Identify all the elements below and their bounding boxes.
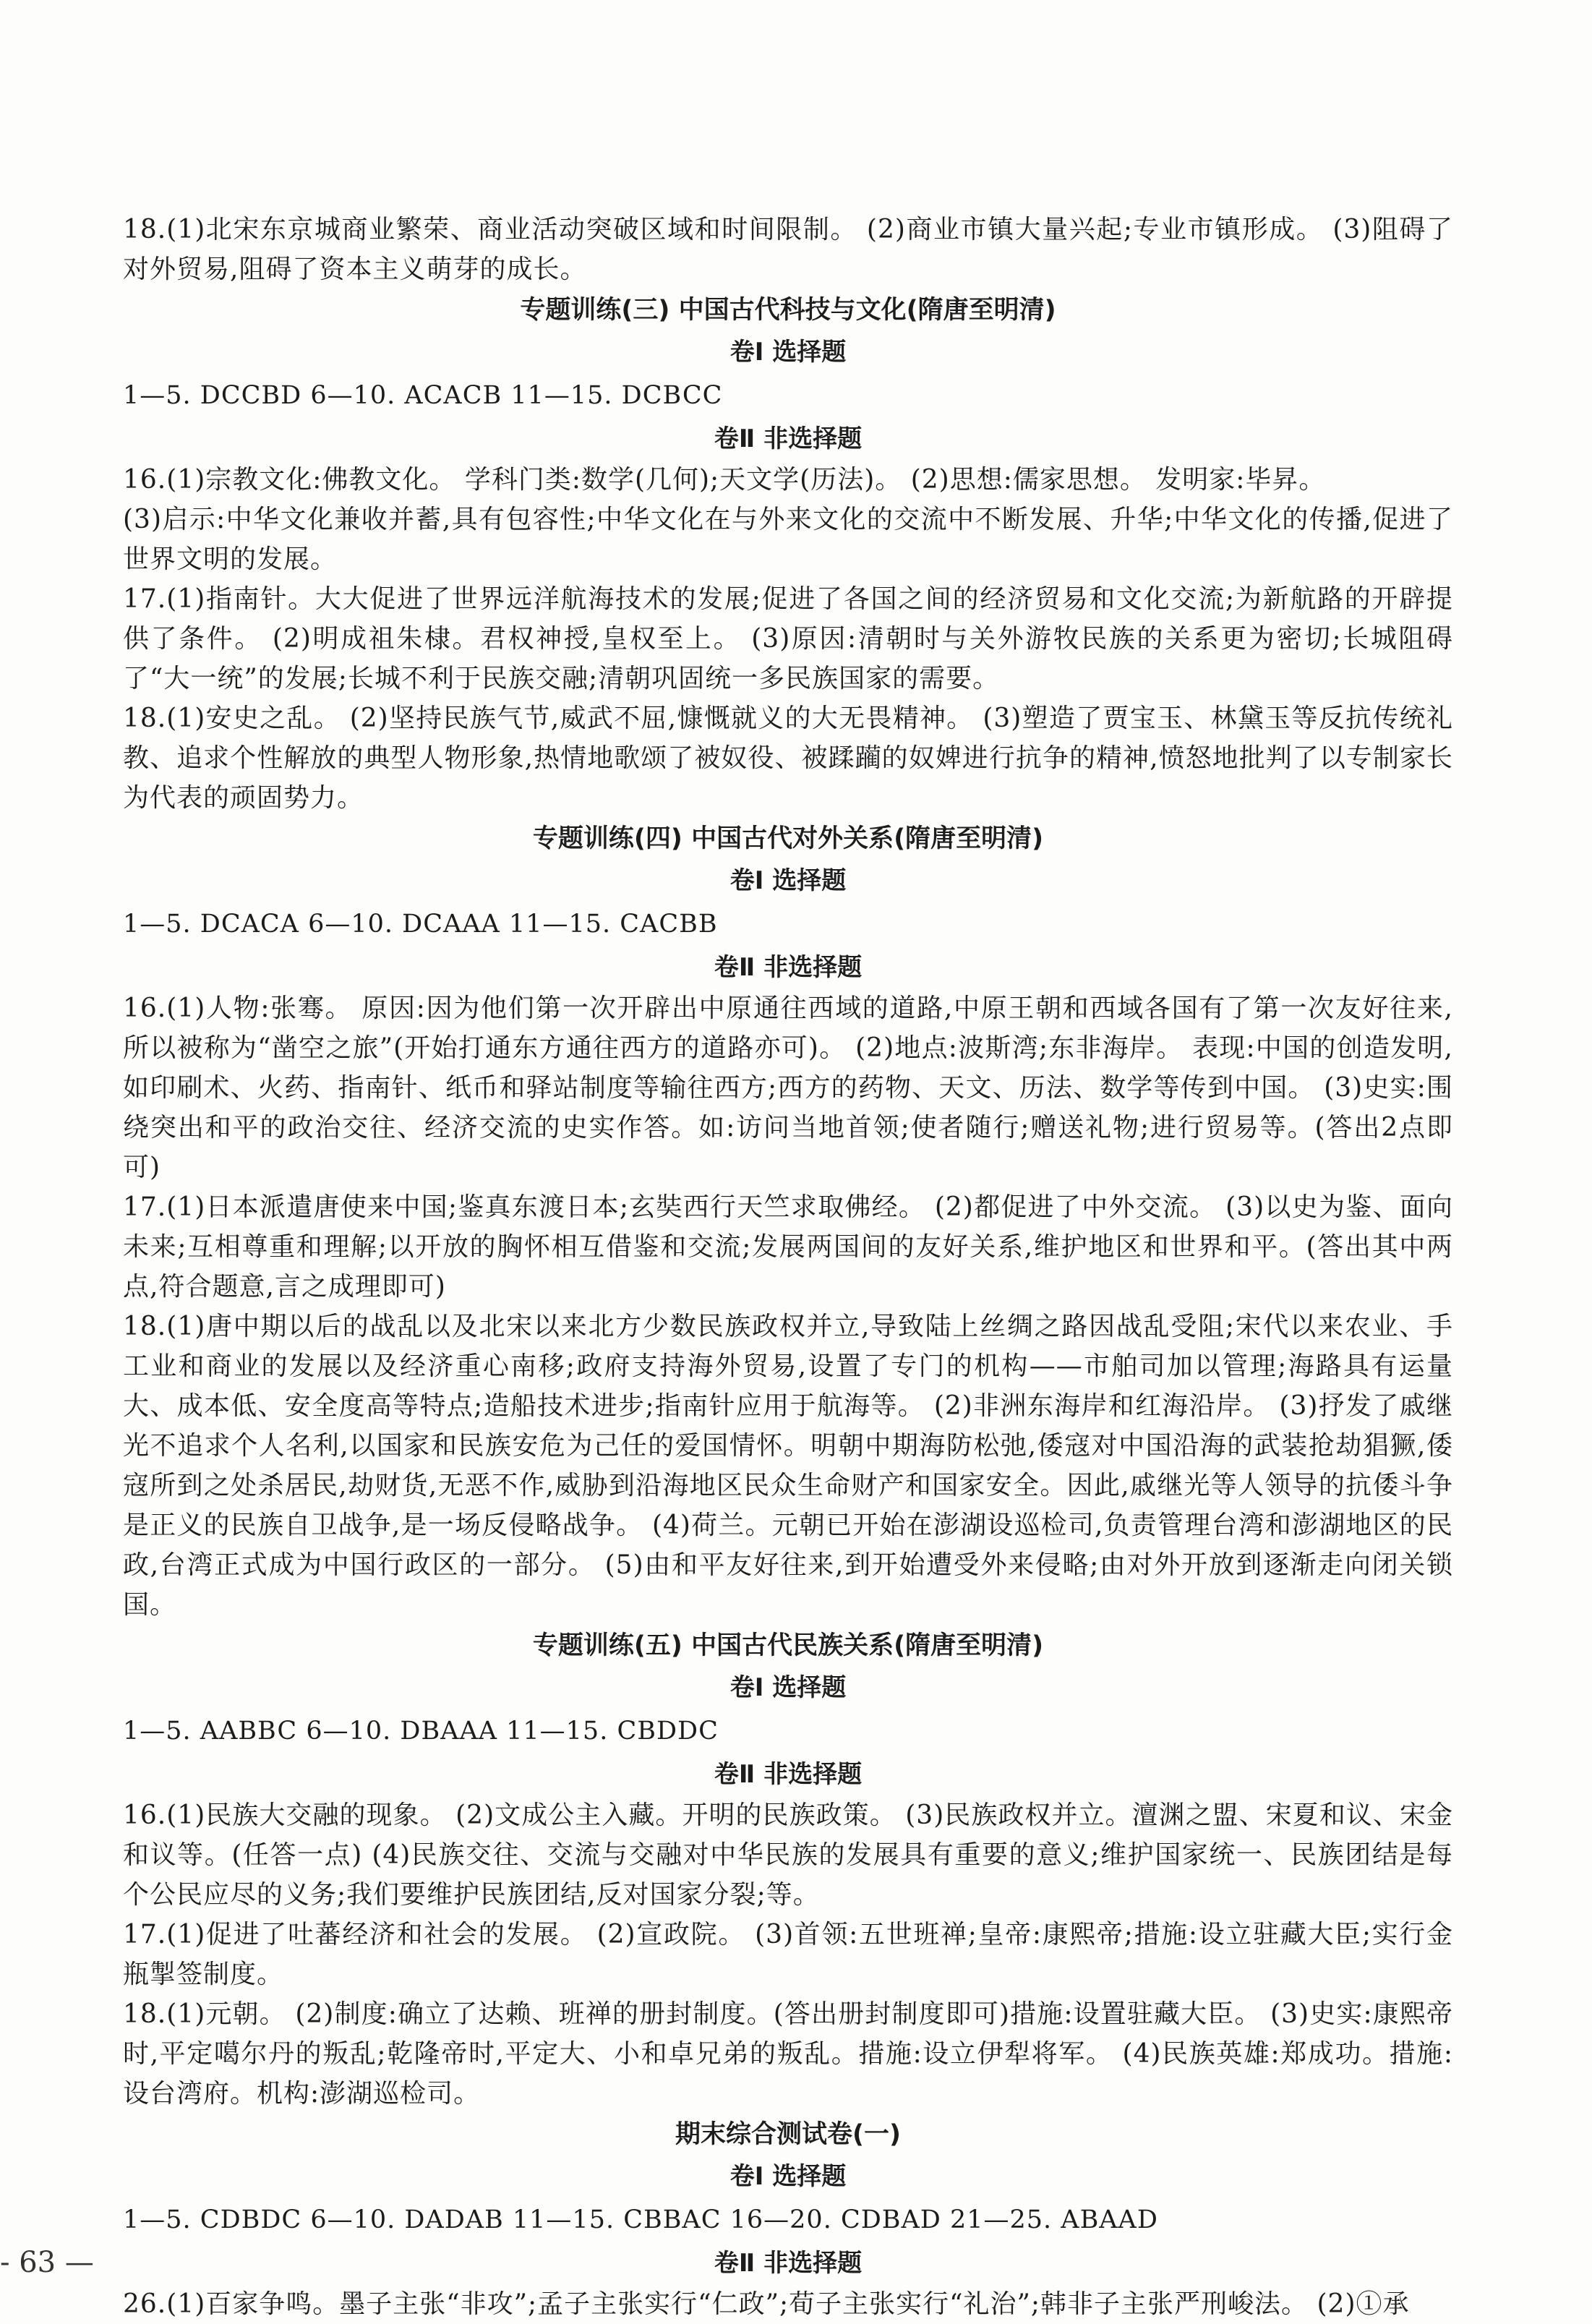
paragraph: 17.(1)日本派遣唐使来中国;鉴真东渡日本;玄奘西行天竺求取佛经。 (2)都促进了中外交流。 (3)以史为鉴、面向未来;互相尊重和理解;以开放的胸怀相互借鉴和交流;发展两国间的友好关系,维护地区和世界和平。(答出其中两点,符合题意,言之成理即可) [123, 1192, 1453, 1302]
paragraph: 16.(1)宗教文化:佛教文化。 学科门类:数学(几何);天文学(历法)。 (2)思想:儒家思想。 发明家:毕昇。 [123, 465, 1326, 495]
paragraph: 18.(1)安史之乱。 (2)坚持民族气节,威武不屈,慷慨就义的大无畏精神。 (3)塑造了贾宝玉、林黛玉等反抗传统礼教、追求个性解放的典型人物形象,热情地歌颂了被奴役、被蹂躏的奴婢进行抗争的精神,愤怒地批判了以专制家长为代表的顽固势力。 [123, 704, 1453, 813]
subsection-title: 卷Ⅰ 选择题 [729, 1673, 847, 1702]
subsection-title: 卷Ⅱ 非选择题 [714, 1760, 863, 1789]
subsection-title: 卷Ⅱ 非选择题 [714, 953, 863, 982]
paragraph: 17.(1)促进了吐蕃经济和社会的发展。 (2)宣政院。 (3)首领:五世班禅;皇帝:康熙帝;措施:设立驻藏大臣;实行金瓶掣签制度。 [123, 1920, 1453, 1989]
answer-key-line: 1—5. DCACA 6—10. DCAAA 11—15. CACBB [123, 910, 718, 939]
paragraph: (3)启示:中华文化兼收并蓄,具有包容性;中华文化在与外来文化的交流中不断发展、升华;中华文化的传播,促进了世界文明的发展。 [123, 505, 1453, 574]
paragraph: 18.(1)唐中期以后的战乱以及北宋以来北方少数民族政权并立,导致陆上丝绸之路因战乱受阻;宋代以来农业、手工业和商业的发展以及经济重心南移;政府支持海外贸易,设置了专门的机构——市舶司加以管理;海路具有运量大、成本低、安全度高等特点;造船技术进步;指南针应用于航海等。 (2)非洲东海岸和红海沿岸。 (3)抒发了戚继光不追求个人名利,以国家和民族安危为己任的爱国情怀。明朝中期海防松弛,倭寇对中国沿海的武装抢劫猖獗,倭寇所到之处杀居民,劫财货,无恶不作,威胁到沿海地区民众生命财产和国家安全。因此,戚继光等人领导的抗倭斗争是正义的民族自卫战争,是一场反侵略战争。 (4)荷兰。元朝已开始在澎湖设巡检司,负责管理台湾和澎湖地区的民政,台湾正式成为中国行政区的一部分。 (5)由和平友好往来,到开始遭受外来侵略;由对外开放到逐渐走向闭关锁国。 [123, 1312, 1453, 1620]
section-title: 期末综合测试卷(一) [675, 2120, 901, 2149]
page-number: - 63 — [0, 2246, 94, 2279]
paragraph: 18.(1)北宋东京城商业繁荣、商业活动突破区域和时间限制。 (2)商业市镇大量兴起;专业市镇形成。 (3)阻碍了对外贸易,阻碍了资本主义萌芽的成长。 [123, 215, 1453, 284]
section-title: 专题训练(四) 中国古代对外关系(隋唐至明清) [532, 824, 1044, 853]
section-title: 专题训练(三) 中国古代科技与文化(隋唐至明清) [520, 296, 1056, 325]
subsection-title: 卷Ⅱ 非选择题 [714, 424, 863, 453]
paragraph: 18.(1)元朝。 (2)制度:确立了达赖、班禅的册封制度。(答出册封制度即可)措施:设置驻藏大臣。 (3)史实:康熙帝时,平定噶尔丹的叛乱;乾隆帝时,平定大、小和卓兄弟的叛乱。措施:设立伊犁将军。 (4)民族英雄:郑成功。措施:设台湾府。机构:澎湖巡检司。 [123, 1999, 1453, 2109]
section-title: 专题训练(五) 中国古代民族关系(隋唐至明清) [532, 1631, 1044, 1660]
subsection-title: 卷Ⅰ 选择题 [729, 2162, 847, 2191]
subsection-title: 卷Ⅰ 选择题 [729, 338, 847, 367]
paragraph: 17.(1)指南针。大大促进了世界远洋航海技术的发展;促进了各国之间的经济贸易和文化交流;为新航路的开辟提供了条件。 (2)明成祖朱棣。君权神授,皇权至上。 (3)原因:清朝时与关外游牧民族的关系更为密切;长城阻碍了“大一统”的发展;长城不利于民族交融;清朝巩固统一多民族国家的需要。 [123, 584, 1453, 693]
paragraph: 16.(1)人物:张骞。 原因:因为他们第一次开辟出中原通往西域的道路,中原王朝和西域各国有了第一次友好往来,所以被称为“凿空之旅”(开始打通东方通往西方的道路亦可)。 (2)地点:波斯湾;东非海岸。 表现:中国的创造发明,如印刷术、火药、指南针、纸币和驿站制度等输往西方;西方的药物、天文、历法、数学等传到中国。 (3)史实:围绕突出和平的政治交往、经济交流的史实作答。如:访问当地首领;使者随行;赠送礼物;进行贸易等。(答出2点即可) [123, 994, 1453, 1182]
paragraph: 16.(1)民族大交融的现象。 (2)文成公主入藏。开明的民族政策。 (3)民族政权并立。澶渊之盟、宋夏和议、宋金和议等。(任答一点) (4)民族交往、交流与交融对中华民族的发展具有重要的意义;维护国家统一、民族团结是每个公民应尽的义务;我们要维护民族团结,反对国家分裂;等。 [123, 1800, 1453, 1910]
answer-key-line: 1—5. AABBC 6—10. DBAAA 11—15. CBDDC [123, 1717, 719, 1746]
answer-page [123, 210, 1453, 2324]
answer-key-line: 1—5. DCCBD 6—10. ACACB 11—15. DCBCC [123, 381, 723, 410]
subsection-title: 卷Ⅰ 选择题 [729, 866, 847, 895]
answer-key-line: 1—5. CDBDC 6—10. DADAB 11—15. CBBAC 16—20. CDBAD 21—25. ABAAD [123, 2205, 1158, 2234]
paragraph: 26.(1)百家争鸣。墨子主张“非攻”;孟子主张实行“仁政”;荀子主张实行“礼治”;韩非子主张严刑峻法。 (2)①承 [123, 2289, 1410, 2319]
subsection-title: 卷Ⅱ 非选择题 [714, 2249, 863, 2278]
